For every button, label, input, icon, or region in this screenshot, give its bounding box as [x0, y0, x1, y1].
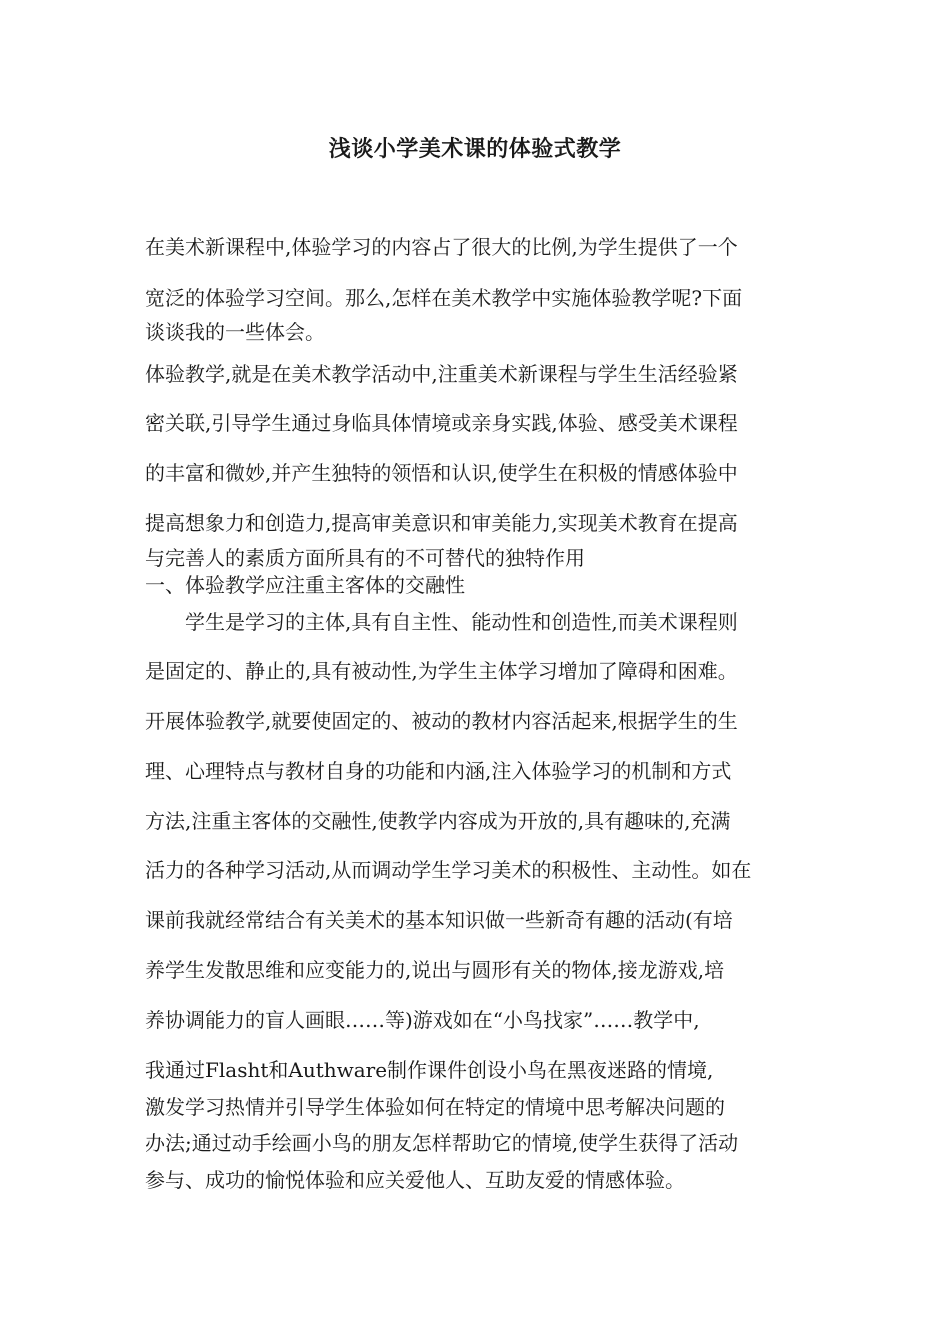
text-line: 办法;通过动手绘画小鸟的朋友怎样帮助它的情境,使学生获得了活动 — [145, 1131, 739, 1155]
section-heading: 一、体验教学应注重主客体的交融性 — [145, 573, 465, 597]
text-line: 开展体验教学,就要使固定的、被动的教材内容活起来,根据学生的生 — [145, 709, 738, 733]
text-line: 体验教学,就是在美术教学活动中,注重美术新课程与学生生活经验紧 — [145, 362, 738, 386]
text-line: 我通过Flasht和Authware制作课件创设小鸟在黑夜迷路的情境, — [145, 1058, 714, 1082]
text-line: 养协调能力的盲人画眼……等)游戏如在“小鸟找家”……教学中, — [145, 1008, 700, 1032]
text-line: 在美术新课程中,体验学习的内容占了很大的比例,为学生提供了一个 — [145, 235, 738, 259]
text-line: 活力的各种学习活动,从而调动学生学习美术的积极性、主动性。如在 — [145, 858, 752, 882]
text-line: 养学生发散思维和应变能力的,说出与圆形有关的物体,接龙游戏,培 — [145, 958, 725, 982]
text-line: 宽泛的体验学习空间。那么,怎样在美术教学中实施体验教学呢?下面 — [145, 286, 743, 310]
text-line: 提高想象力和创造力,提高审美意识和审美能力,实现美术教育在提高 — [145, 511, 738, 535]
text-line: 学生是学习的主体,具有自主性、能动性和创造性,而美术课程则 — [145, 610, 738, 634]
text-line: 与完善人的素质方面所具有的不可替代的独特作用 — [145, 546, 585, 570]
text-line: 方法,注重主客体的交融性,使教学内容成为开放的,具有趣味的,充满 — [145, 809, 731, 833]
text-line: 理、心理特点与教材自身的功能和内涵,注入体验学习的机制和方式 — [145, 759, 732, 783]
text-line: 密关联,引导学生通过身临具体情境或亲身实践,体验、感受美术课程 — [145, 411, 738, 435]
text-line: 课前我就经常结合有关美术的基本知识做一些新奇有趣的活动(有培 — [145, 908, 733, 932]
text-line: 谈谈我的一些体会。 — [145, 320, 325, 344]
document-title: 浅谈小学美术课的体验式教学 — [328, 136, 622, 162]
text-line: 的丰富和微妙,并产生独特的领悟和认识,使学生在积极的情感体验中 — [145, 461, 738, 485]
text-line: 是固定的、静止的,具有被动性,为学生主体学习增加了障碍和困难。 — [145, 659, 738, 683]
text-line: 参与、成功的愉悦体验和应关爱他人、互助友爱的情感体验。 — [145, 1168, 685, 1192]
text-line: 激发学习热情并引导学生体验如何在特定的情境中思考解决问题的 — [145, 1095, 725, 1119]
